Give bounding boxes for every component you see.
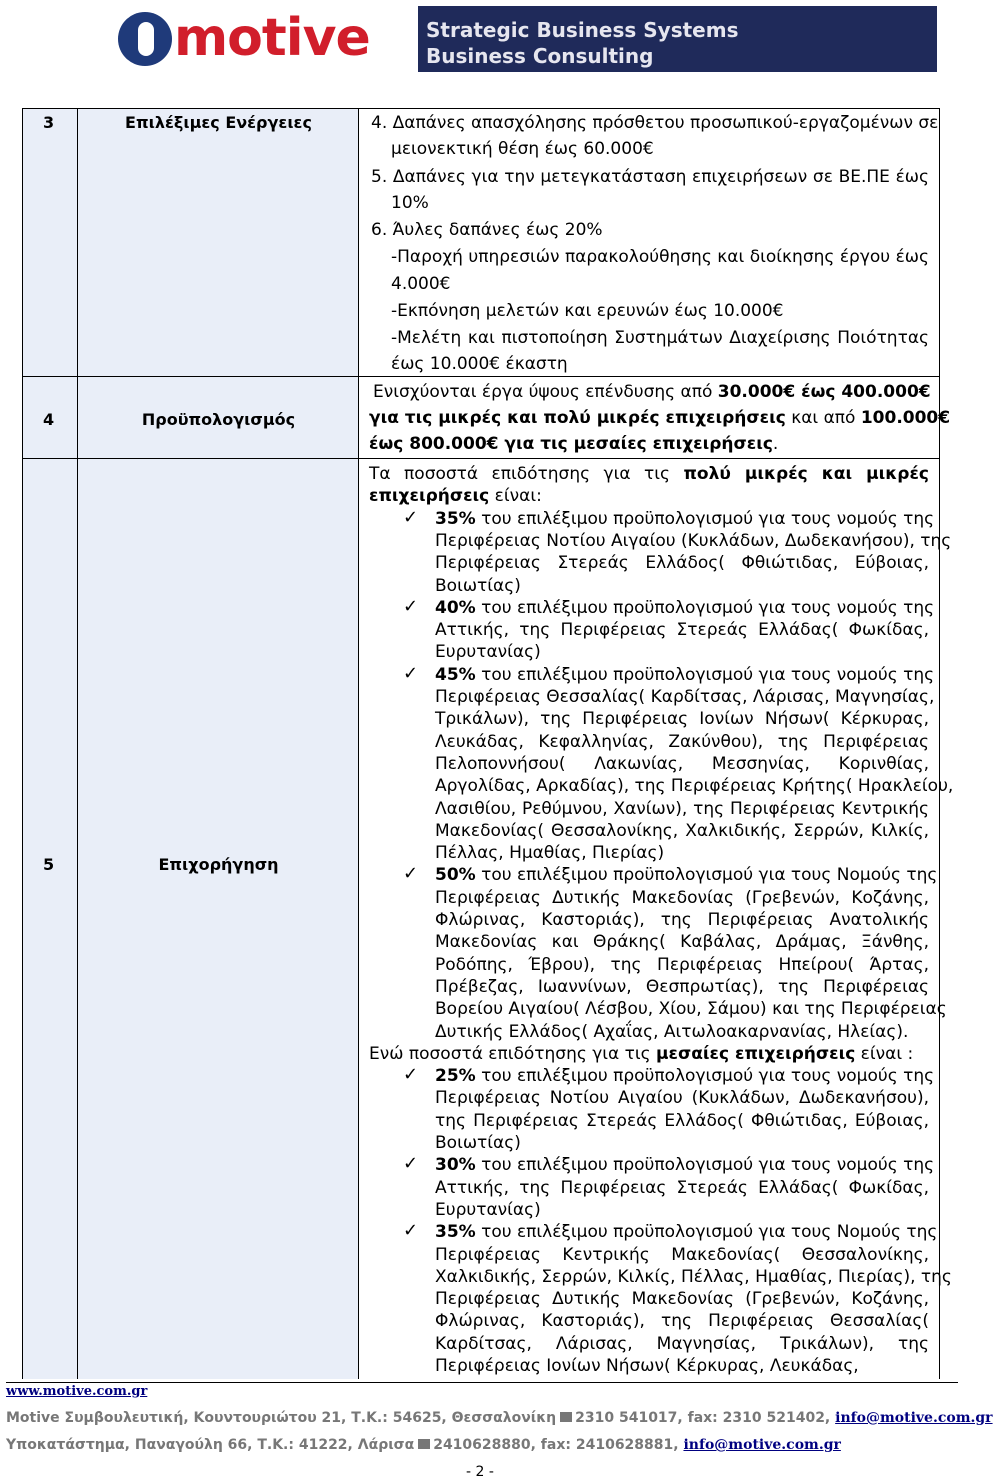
text-line: έως 800.000€ για τις μεσαίες επιχειρήσεις. — [369, 434, 779, 454]
text-line: Περιφέρειας Νοτίου Αιγαίου (Κυκλάδων, Δωδεκανήσου), της — [435, 530, 952, 551]
row-number: 4 — [43, 410, 55, 429]
text-line: 25% του επιλέξιμου προϋπολογισμού για τους νομούς της — [435, 1066, 935, 1087]
footer-divider — [6, 1382, 958, 1383]
text-line: Δυτικής Ελλάδος( Αχαΐας, Αιτωλοακαρνανίας, Ηλείας). — [435, 1021, 909, 1042]
text-line: Πέλλας, Ημαθίας, Πιερίας) — [435, 843, 665, 864]
checkmark-icon: ✓ — [403, 662, 419, 684]
row-label-cell — [78, 377, 359, 459]
text-line: Περιφέρειας Θεσσαλίας( Καρδίτσας, Λάρισας, Μαγνησίας, — [435, 687, 935, 707]
text-line: 50% του επιλέξιμου προϋπολογισμού για τους Νομούς της — [435, 865, 938, 886]
checkmark-icon: ✓ — [403, 595, 419, 617]
text-line: Βορείου Αιγαίου( Λέσβου, Χίου, Σάμου) και της Περιφέρειας — [435, 999, 947, 1020]
text-line: Αργολίδας, Αρκαδίας), της Περιφέρειας Κρήτης( Ηρακλείου, — [435, 776, 954, 797]
text-line: Περιφέρειας Ιονίων Νήσων( Κέρκυρας, Λευκάδας, — [435, 1356, 859, 1376]
checkmark-icon: ✓ — [403, 863, 419, 885]
checkmark-icon: ✓ — [403, 1220, 419, 1242]
text-line: Ροδόπης, Έβρου), της Περιφέρειας Ηπείρου( Άρτας, — [435, 954, 929, 975]
text-line: 6. Άυλες δαπάνες έως 20% — [371, 220, 603, 240]
text-line: Περιφέρειας Στερεάς Ελλάδος( Φθιώτιδας, Εύβοιας, — [435, 553, 929, 574]
text-line: Τα ποσοστά επιδότησης για τις πολύ μικρές και μικρές — [369, 464, 930, 484]
text-line: Βοιωτίας) — [435, 575, 521, 596]
text-line: -Παροχή υπηρεσιών παρακολούθησης και διοίκησης έργου έως — [391, 247, 929, 267]
address-line-2: Υποκατάστημα, Παναγούλη 66, Τ.Κ.: 41222, Λάρισα 2410628880, fax: 2410628881, info@motive.com.gr — [6, 1437, 841, 1453]
text-line: Πρέβεζας, Ιωαννίνων, Θεσπρωτίας), της Περιφέρειας — [435, 976, 929, 997]
text-line: Λευκάδας, Κεφαλληνίας, Ζακύνθου), της Περιφέρειας — [435, 731, 929, 752]
table-row — [22, 108, 940, 377]
text-line: -Μελέτη και πιστοποίηση Συστημάτων Διαχείρισης Ποιότητας — [391, 328, 929, 348]
text-line: Τρικάλων), της Περιφέρειας Ιονίων Νήσων( Κέρκυρας, — [435, 709, 929, 730]
text-line: 45% του επιλέξιμου προϋπολογισμού για τους νομούς της — [435, 664, 935, 685]
row-number-cell — [22, 109, 78, 377]
address-line-1: Motive Συμβουλευτική, Κουντουριώτου 21, Τ.Κ.: 54625, Θεσσαλονίκη 2310 541017, fax: 2310 521402, info@motive.com.gr — [6, 1410, 993, 1426]
text-line: Μακεδονίας( Θεσσαλονίκης, Χαλκιδικής, Σερρών, Κιλκίς, — [435, 820, 929, 841]
row-number: 3 — [43, 113, 55, 132]
checkmark-icon: ✓ — [403, 1064, 419, 1086]
text-line: 4. Δαπάνες απασχόλησης πρόσθετου προσωπικού-εργαζομένων σε — [371, 113, 939, 133]
row-number: 5 — [43, 855, 55, 874]
text-line: Αττικής, της Περιφέρειας Στερεάς Ελλάδας( Φωκίδας, — [435, 620, 929, 641]
text-line: της Περιφέρειας Στερεάς Ελλάδος( Φθιώτιδας, Εύβοιας, — [435, 1110, 929, 1131]
text-line: 40% του επιλέξιμου προϋπολογισμού για τους νομούς της — [435, 597, 935, 618]
table-row — [22, 458, 954, 1379]
row-label: Επιχορήγηση — [158, 855, 279, 874]
row-content-cell — [359, 109, 940, 377]
row-content-cell — [359, 377, 951, 459]
text-line: Ευρυτανίας) — [435, 642, 541, 663]
text-line: Περιφέρειας Δυτικής Μακεδονίας (Γρεβενών, Κοζάνης, — [435, 1289, 929, 1310]
text-line: Μακεδονίας και Θράκης( Καβάλας, Δράμας, Ξάνθης, — [435, 932, 929, 953]
row-content-cell — [359, 459, 954, 1379]
text-line: μειονεκτική θέση έως 60.000€ — [391, 139, 654, 159]
row-label: Επιλέξιμες Ενέργειες — [125, 113, 312, 132]
row-number-cell — [22, 459, 78, 1379]
text-line: Χαλκιδικής, Σερρών, Κιλκίς, Πέλλας, Ημαθίας, Πιερίας), της — [435, 1266, 952, 1287]
text-line: Αττικής, της Περιφέρειας Στερεάς Ελλάδας( Φωκίδας, — [435, 1177, 929, 1198]
text-line: 5. Δαπάνες για την μετεγκατάσταση επιχειρήσεων σε ΒΕ.ΠΕ έως — [371, 167, 929, 187]
text-line: Πελοποννήσου( Λακωνίας, Μεσσηνίας, Κορινθίας, — [435, 753, 929, 774]
logo-text: motive — [174, 8, 370, 68]
checkmark-icon: ✓ — [403, 1153, 419, 1175]
text-line: Λασιθίου, Ρεθύμνου, Χανίων), της Περιφέρειας Κεντρικής — [435, 798, 929, 819]
text-line: Φλώρινας, Καστοριάς), της Περιφέρειας Ανατολικής — [435, 910, 929, 930]
text-line: 4.000€ — [391, 274, 451, 294]
phone-icon — [418, 1439, 430, 1449]
text-line: έως 10.000€ έκαστη — [391, 354, 568, 374]
text-line: Ευρυτανίας) — [435, 1199, 541, 1220]
text-line: Περιφέρειας Νοτίου Αιγαίου (Κυκλάδων, Δωδεκανήσου), — [435, 1088, 929, 1109]
text-line: 35% του επιλέξιμου προϋπολογισμού για τους νομούς της — [435, 508, 935, 529]
text-line: -Εκπόνηση μελετών και ερευνών έως 10.000€ — [391, 301, 784, 321]
email-link[interactable]: info@motive.com.gr — [683, 1437, 841, 1453]
text-line: Ενισχύονται έργα ύψους επένδυσης από 30.000€ έως 400.000€ — [373, 382, 931, 402]
text-line: Φλώρινας, Καστοριάς), της Περιφέρειας Θεσσαλίας( — [435, 1311, 929, 1332]
text-line: Περιφέρειας Κεντρικής Μακεδονίας( Θεσσαλονίκης, — [435, 1244, 929, 1265]
row-label-cell — [78, 459, 359, 1379]
text-line: επιχειρήσεις είναι: — [369, 486, 542, 507]
header-banner — [6, 6, 937, 72]
text-line: 10% — [391, 193, 429, 213]
text-line: Ενώ ποσοστά επιδότησης για τις μεσαίες επιχειρήσεις είναι : — [369, 1043, 914, 1064]
row-number-cell — [22, 377, 78, 459]
text-line: Περιφέρειας Δυτικής Μακεδονίας (Γρεβενών, Κοζάνης, — [435, 887, 929, 908]
text-line: για τις μικρές και πολύ μικρές επιχειρήσεις και από 100.000€ — [369, 408, 951, 428]
page-number: - 2 - — [466, 1464, 494, 1480]
table-row — [22, 376, 951, 459]
row-label: Προϋπολογισμός — [141, 410, 296, 429]
text-line: 35% του επιλέξιμου προϋπολογισμού για τους Νομούς της — [435, 1222, 938, 1243]
email-link[interactable]: info@motive.com.gr — [835, 1410, 993, 1426]
website-link[interactable]: www.motive.com.gr — [6, 1384, 148, 1399]
text-line: Καρδίτσας, Λάρισας, Μαγνησίας, Τρικάλων), της — [435, 1333, 929, 1354]
phone-icon — [560, 1412, 572, 1422]
banner-tagline-1: Strategic Business Systems — [426, 18, 739, 42]
banner-tagline-2: Business Consulting — [426, 44, 654, 68]
text-line: 30% του επιλέξιμου προϋπολογισμού για τους νομούς της — [435, 1155, 935, 1176]
row-label-cell — [78, 109, 359, 377]
motive-logo-icon — [118, 12, 172, 66]
text-line: Βοιωτίας) — [435, 1133, 521, 1153]
checkmark-icon: ✓ — [403, 506, 419, 528]
